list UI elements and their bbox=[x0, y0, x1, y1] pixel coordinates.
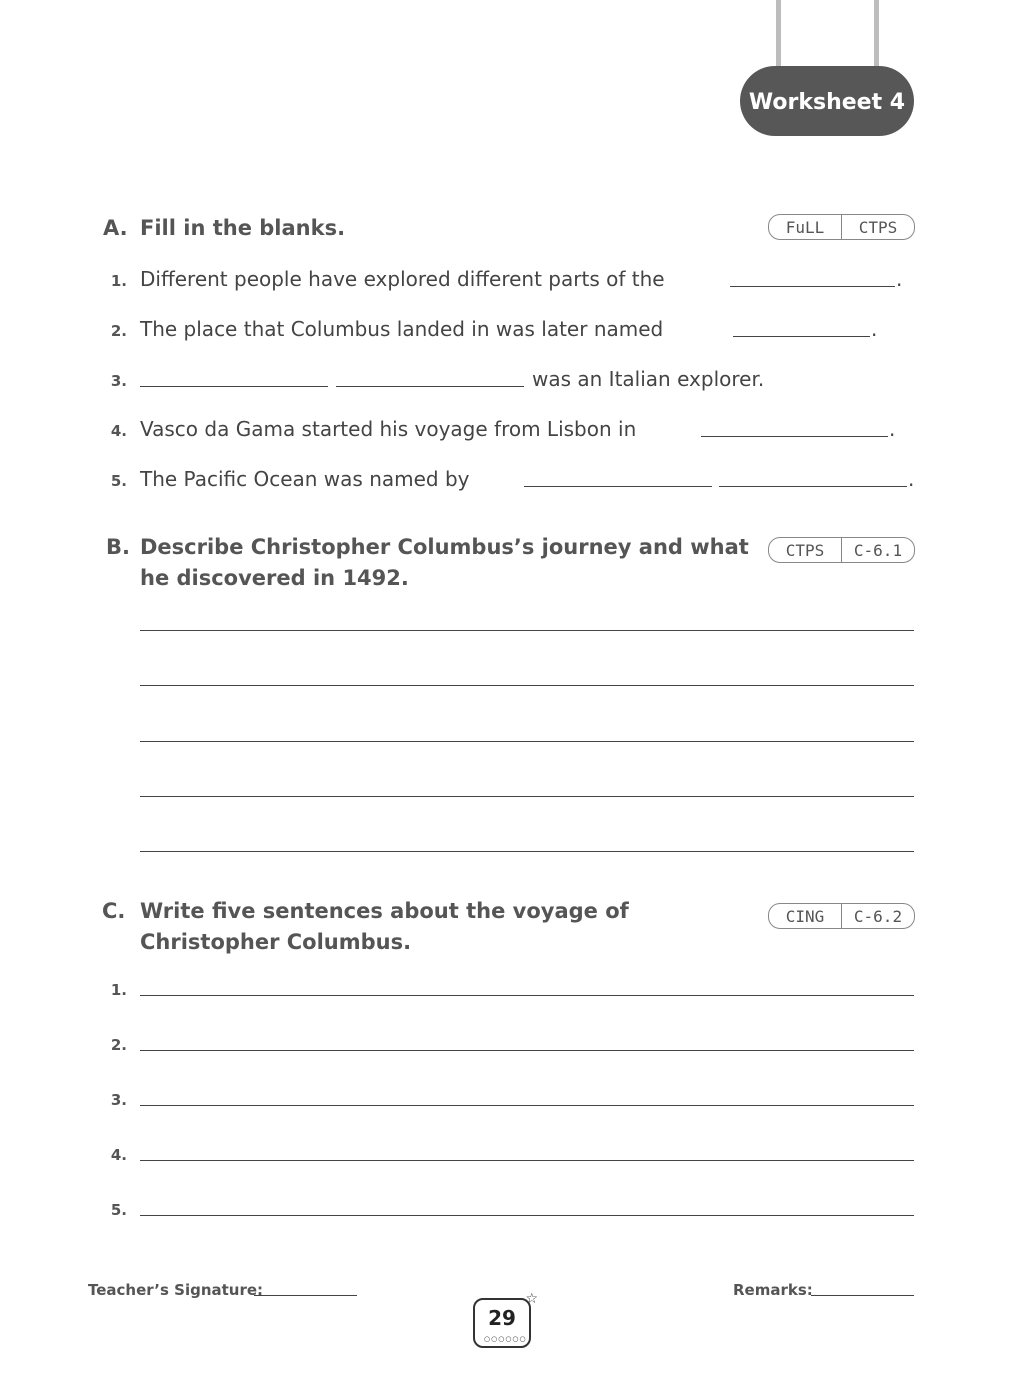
skill-tag: C-6.1 bbox=[853, 540, 903, 560]
section-a-letter: A. bbox=[103, 216, 128, 240]
answer-line[interactable] bbox=[140, 685, 914, 686]
section-b-title-line2: he discovered in 1492. bbox=[140, 566, 409, 590]
section-c-title-line1: Write five sentences about the voyage of bbox=[140, 899, 629, 923]
answer-blank[interactable] bbox=[701, 436, 888, 437]
question-number: 2. bbox=[110, 322, 127, 340]
answer-blank[interactable] bbox=[140, 386, 328, 387]
question-number: 5. bbox=[110, 472, 127, 490]
question-text: Different people have explored different parts of the bbox=[140, 267, 665, 291]
question-text: Vasco da Gama started his voyage from Lisbon in bbox=[140, 417, 637, 441]
star-icon: ☆ bbox=[525, 1291, 538, 1307]
question-number: 3. bbox=[110, 372, 127, 390]
page-number-badge bbox=[473, 1291, 538, 1348]
question-text: was an Italian explorer. bbox=[532, 367, 765, 391]
question-end-punct: . bbox=[896, 267, 903, 291]
answer-line[interactable] bbox=[140, 796, 914, 797]
sentence-line[interactable] bbox=[140, 995, 914, 996]
section-a-title: Fill in the blanks. bbox=[140, 216, 346, 240]
teacher-signature-blank[interactable] bbox=[254, 1295, 357, 1296]
answer-blank[interactable] bbox=[524, 486, 712, 487]
sentence-line[interactable] bbox=[140, 1215, 914, 1216]
question-end-punct: . bbox=[889, 417, 896, 441]
sentence-number: 5. bbox=[110, 1201, 127, 1219]
question-end-punct: . bbox=[871, 317, 878, 341]
sentence-number: 4. bbox=[110, 1146, 127, 1164]
answer-line[interactable] bbox=[140, 630, 914, 631]
section-c-letter: C. bbox=[102, 899, 126, 923]
sentence-number: 3. bbox=[110, 1091, 127, 1109]
sentence-number: 1. bbox=[110, 981, 127, 999]
sentence-number: 2. bbox=[110, 1036, 127, 1054]
sentence-line[interactable] bbox=[140, 1050, 914, 1051]
skill-tag: CING bbox=[785, 906, 825, 926]
remarks-label: Remarks: bbox=[733, 1281, 813, 1299]
section-c-title-line2: Christopher Columbus. bbox=[140, 930, 412, 954]
dots-decoration: ○○○○○○ bbox=[484, 1335, 527, 1343]
remarks-blank[interactable] bbox=[811, 1295, 914, 1296]
section-b-skill-badge bbox=[768, 537, 915, 563]
answer-line[interactable] bbox=[140, 741, 914, 742]
teacher-signature-label: Teacher’s Signature: bbox=[88, 1281, 264, 1299]
section-a-skill-badge bbox=[768, 214, 915, 240]
question-end-punct: . bbox=[908, 467, 915, 491]
skill-tag: C-6.2 bbox=[853, 906, 903, 926]
section-b-title-line1: Describe Christopher Columbus’s journey and what bbox=[140, 535, 749, 559]
skill-tag: CTPS bbox=[858, 217, 898, 237]
sentence-line[interactable] bbox=[140, 1105, 914, 1106]
section-c-skill-badge bbox=[768, 903, 915, 929]
answer-line[interactable] bbox=[140, 851, 914, 852]
worksheet-tag: Worksheet 4 bbox=[740, 66, 914, 136]
page-number: 29 bbox=[488, 1306, 516, 1330]
sentence-line[interactable] bbox=[140, 1160, 914, 1161]
answer-blank[interactable] bbox=[730, 286, 895, 287]
section-b-letter: B. bbox=[106, 535, 130, 559]
answer-blank[interactable] bbox=[733, 336, 870, 337]
answer-blank[interactable] bbox=[719, 486, 907, 487]
question-text: The place that Columbus landed in was later named bbox=[140, 317, 664, 341]
answer-blank[interactable] bbox=[336, 386, 524, 387]
question-text: The Pacific Ocean was named by bbox=[140, 467, 470, 491]
skill-tag: CTPS bbox=[785, 540, 825, 560]
question-number: 1. bbox=[110, 272, 127, 290]
skill-tag: FuLL bbox=[785, 217, 825, 237]
question-number: 4. bbox=[110, 422, 127, 440]
